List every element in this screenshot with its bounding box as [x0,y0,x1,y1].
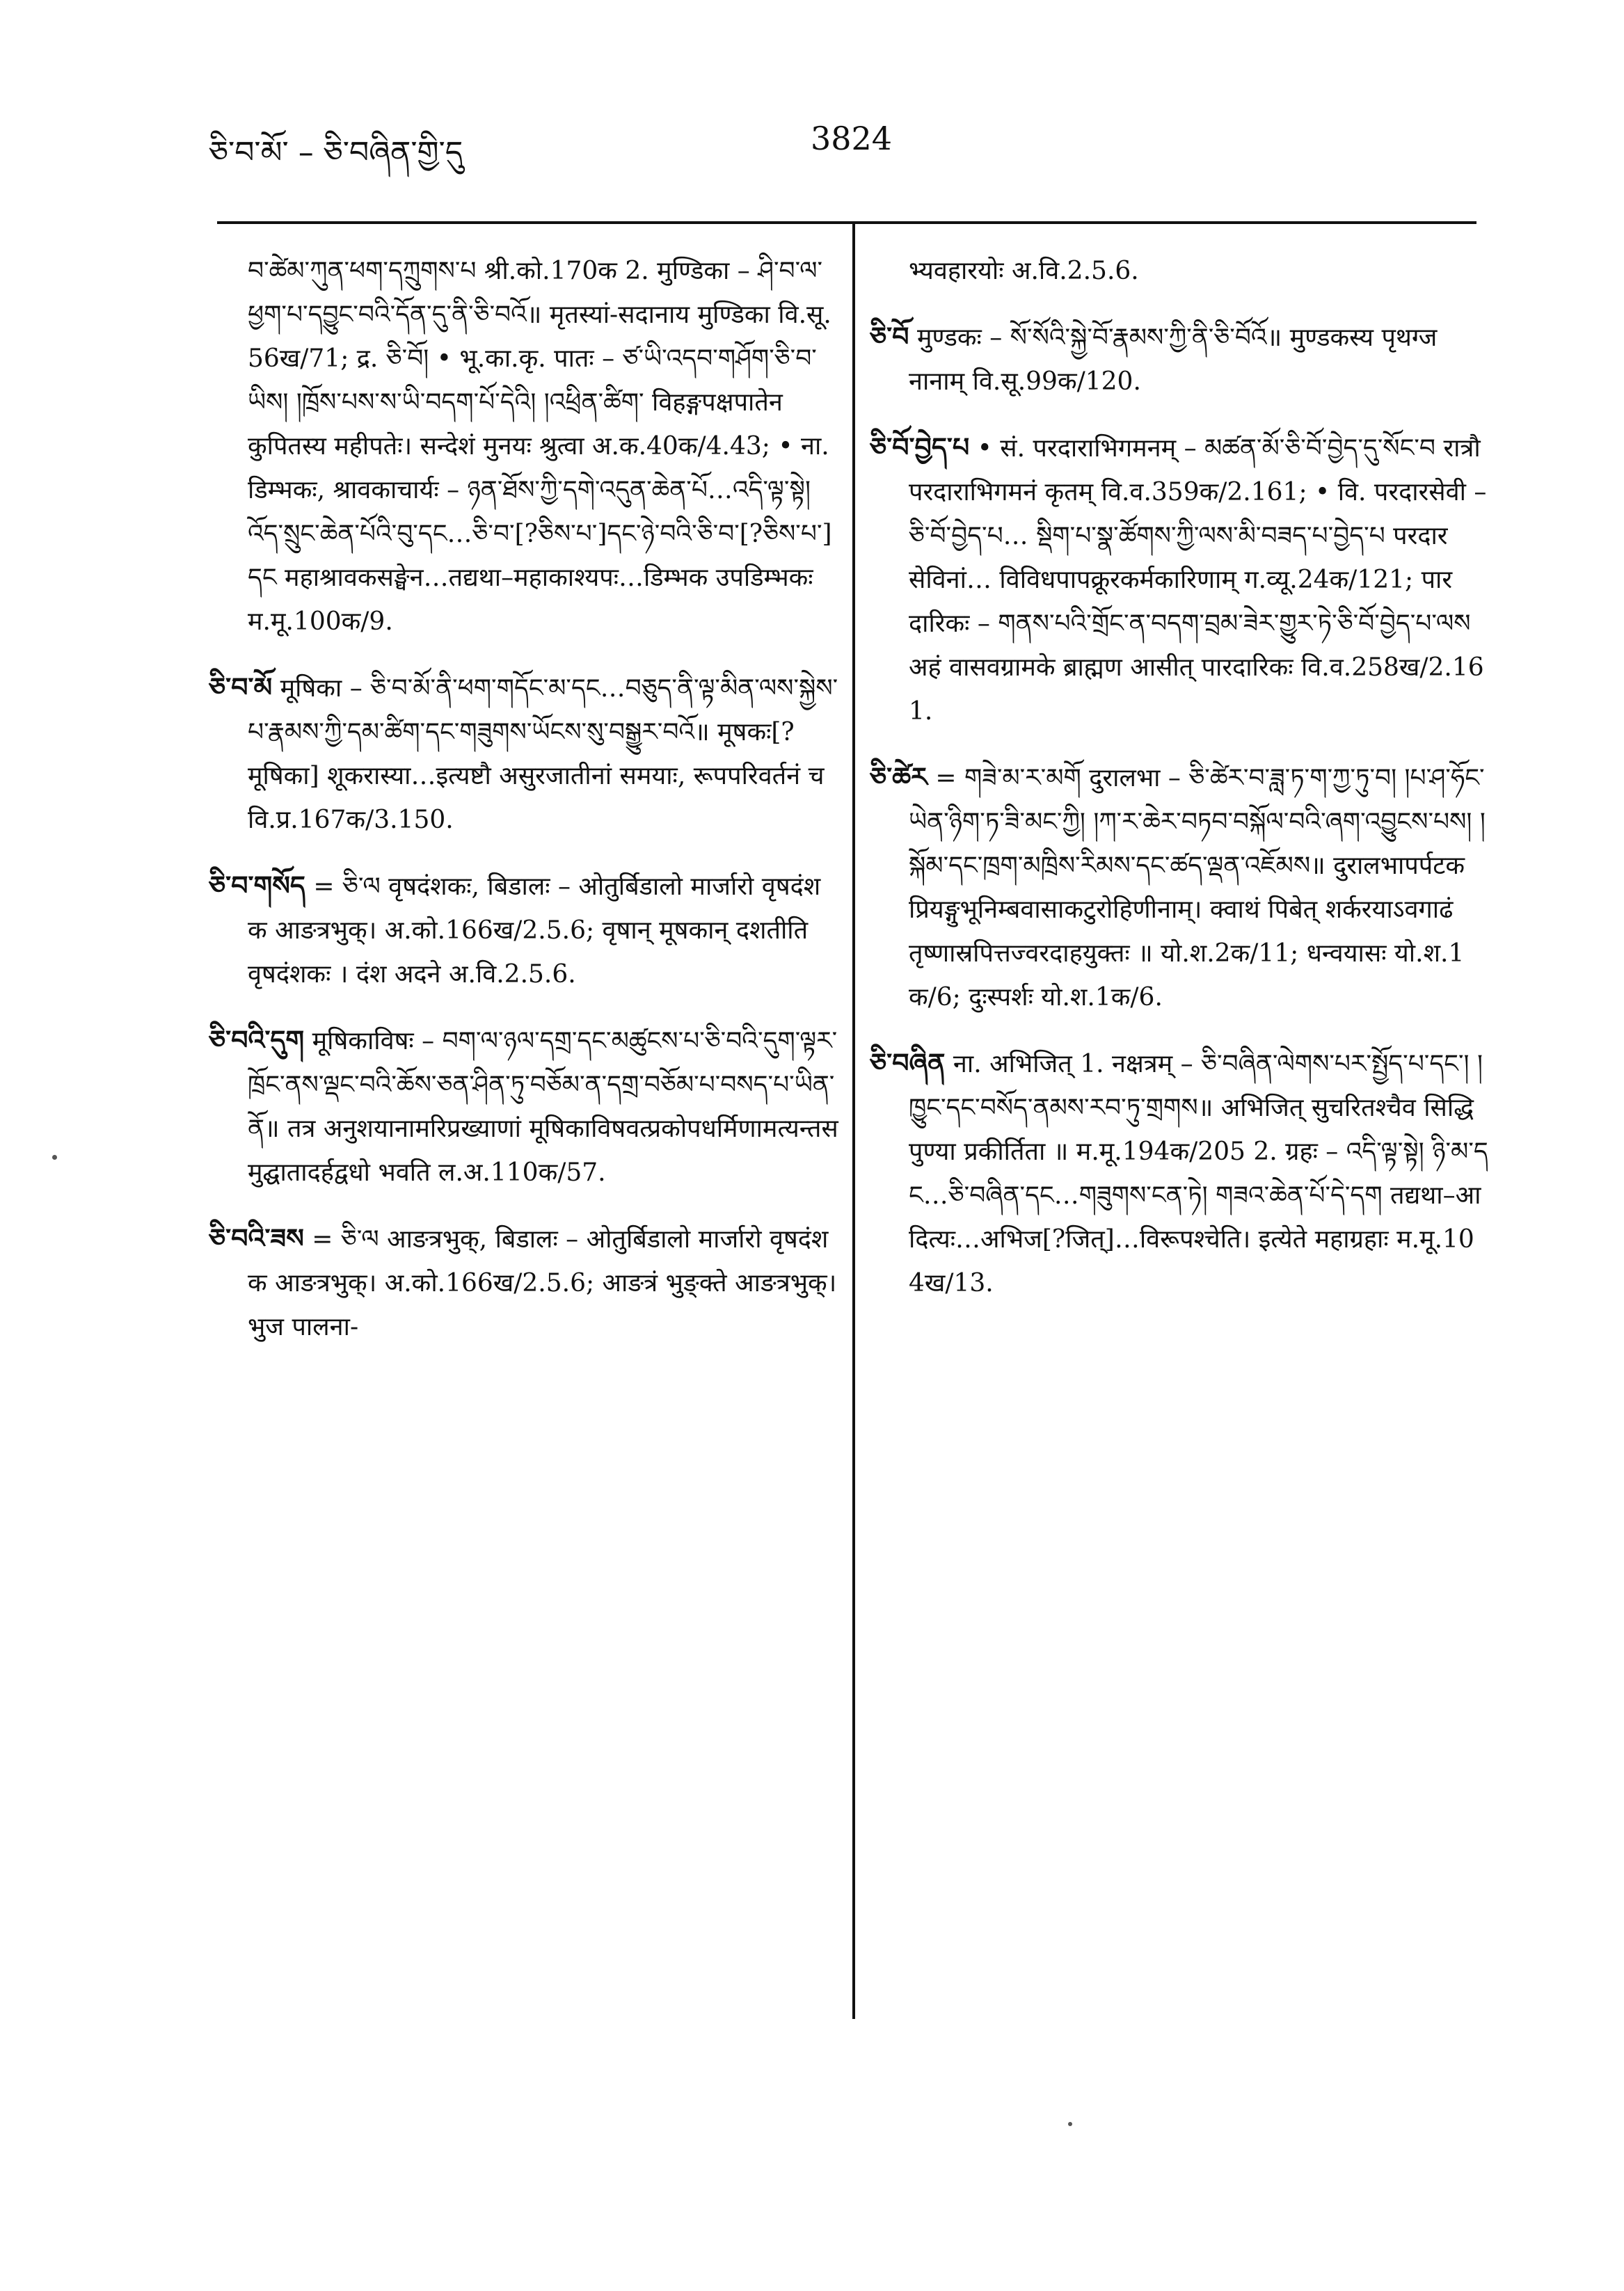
dictionary-entry [209,666,838,842]
dictionary-entry [870,426,1489,733]
entry-headword: ཅི་བ་གསོད [209,870,305,901]
entry-text: = ཅི་ལ आङत्रभुक्, बिडालः – ओतुर्बिडालो मार्जारो वृषदंशक आङत्रभुक्। अ.को.166ख/2.5.6; आङत्रं भुङ्क्ते आङत्रभुक्। भुज पालना- [248,1225,837,1341]
entry-headword: ཅི་བོ་བྱེད་པ [870,432,970,463]
entry-headword: ཅི་བའི་དུག [209,1025,305,1055]
entry-headword: ཅི་བ་མོ [209,672,273,703]
right-column [870,249,1489,1327]
entry-text: मूषिका – ཅི་བ་མོ་ནི་ཕག་གདོང་མ་དང…བཅུད་ནི་ལྟ་མིན་ལས་སྐྱེས་པ་རྣམས་ཀྱི་དམ་ཚིག་དང་གཟུགས་ཡོངས་སུ་བསྒྱུར་བའོ॥ मूषकः[?मूषिका] शूकरास्या…इत्यष्टौ असुरजातीनां समयाः, रूपपरिवर्तनं च वि.प्र.167क/3.150. [248,674,838,834]
entry-headword: ཅི་བའི་ཟས [209,1223,304,1254]
dictionary-entry [209,1217,838,1349]
entry-text: भ्यवहारयोः अ.वि.2.5.6. [909,257,1139,285]
page-header [0,0,1624,209]
dictionary-entry [870,315,1489,404]
entry-headword: ཅི་བཞིན [870,1048,946,1078]
dictionary-entry [209,1019,838,1195]
dictionary-entry [209,864,838,996]
scan-speck [52,1155,57,1160]
entry-text: = གཟེ་མ་ར་མགོ दुरालभा – ཅི་ཚེར་བ་ཟླ་ཏ་ག་ཀྱ་ཏུ་བ། །པ་ཤ་ཧོང་ཡེན་ཉིག་ཏ་ཟི་མང་ཀྱི། །ཀ་ར་ཆེར་བཏབ་བསྐོལ་བའི་ཞག་འབྱུངས་པས། །སྐོམ་དང་ཁྲག་མཁྲིས་རིམས་དང་ཚད་ལྡན་འཇོམས॥ दुरालभापर्पटकप्रियङ्गुभूनिम्बवासाकटुरोहिणीनाम्। क्वाथं पिबेत् शर्करयाऽवगाढं तृष्णास्रपित्तज्वरदाहयुक्तः ॥ यो.श.2क/11; धन्वयासः यो.श.1क/6; दुःस्पर्शः यो.श.1क/6. [909,764,1486,1012]
entry-text: मूषिकाविषः – བག་ལ་ཉལ་དགྲ་དང་མཚུངས་པ་ཅི་བའི་དུག་ལྟར་ཁྲོང་ནས་ལྡང་བའི་ཆོས་ཅན་ཤིན་ཏུ་བཅོམ་ན་དགྲ་བཅོམ་པ་བསད་པ་ཡིན་ནོ॥ तत्र अनुशयानामरिप्रख्याणां मूषिकाविषवत्प्रकोपधर्मिणामत्यन्तसमुद्घातादर्हद्वधो भवति ल.अ.110क/57. [248,1027,838,1187]
dictionary-entry [870,249,1489,293]
column-divider [852,224,855,2019]
scan-speck [1068,2122,1072,2126]
entry-text: བ་ཚེམ་ཀུན་ཕག་དཀྲུགས་པ श्री.को.170क 2. मुण्डिका – ཤི་བ་ལ་ཕྱག་པ་དབྱུང་བའི་དོན་དུ་ནི་ཅི་བའོ॥ मृतस्यां-सदानाय मुण्डिका वि.सू.56ख/71; द्र. ཅི་བོ། • भू.का.कृ. पातः – ཙ་ཡི་འདབ་གཤོག་ཅི་བ་ཡིས། །ཁྲོས་པས་ས་ཡི་བདག་པོ་དེའི། །འཕྲིན་ཚིག་ विहङ्गपक्षपातेन कुपितस्य महीपतेः। सन्देशं मुनयः श्रुत्वा अ.क.40क/4.43; • ना. डिम्भकः, श्रावकाचार्यः – ཉན་ཐོས་ཀྱི་དགེ་འདུན་ཆེན་པོ…འདི་ལྟ་སྟེ། འོད་སྲུང་ཆེན་པོའི་བུ་དང…ཅི་བ་[?ཅིས་པ་]དང་ཉེ་བའི་ཅི་བ་[?ཅིས་པ་]དང महाश्रावकसङ्घेन…तद्यथा–महाकाश्यपः…डिम्भक उपडिम्भकः म.मू.100क/9. [248,257,832,636]
dictionary-entry [870,1041,1489,1305]
entry-text: मुण्डकः – སོ་སོའི་སྐྱེ་བོ་རྣམས་ཀྱི་ནི་ཅི་བོའོ॥ मुण्डकस्य पृथग्जनानाम् वि.सू.99क/120. [909,324,1438,396]
entry-text: • सं. परदाराभिगमनम् – མཚན་མོ་ཅི་བོ་བྱེད་དུ་སོང་བ रात्रौ परदाराभिगमनं कृतम् वि.व.359क/2.161; • वि. परदारसेवी – ཅི་བོ་བྱེད་པ… སྡིག་པ་སྣ་ཚོགས་ཀྱི་ལས་མི་བཟད་པ་བྱེད་པ परदारसेविनां… विविधपापक्रूरकर्मकारिणाम् ग.व्यू.24क/121; पारदारिकः – གནས་པའི་གྲོང་ན་བདག་བྲམ་ཟེར་གྱུར་ཏེ་ཅི་བོ་བྱེད་པ་ལས अहं वासवग्रामके ब्राह्मण आसीत् पारदारिकः वि.व.258ख/2.161. [909,434,1487,726]
header-rule [217,221,1476,224]
entry-text: = ཅི་ལ वृषदंशकः, बिडालः – ओतुर्बिडालो मार्जारो वृषदंशक आङत्रभुक्। अ.को.166ख/2.5.6; वृषान् मूषकान् दशतीति वृषदंशकः । दंश अदने अ.वि.2.5.6. [248,872,821,989]
dictionary-entry [870,756,1489,1019]
running-head: ཅི་བ་མོ་ – ཅི་བཞིན་གྱི་དུ [209,135,463,170]
entry-text: ना. अभिजित् 1. नक्षत्रम् – ཅི་བཞིན་ལེགས་པར་སྤྱོད་པ་དང་། །ཁྱུང་དང་བསོད་ནམས་རབ་ཏུ་གྲགས॥ अभिजित् सुचरितश्चैव सिद्धि पुण्या प्रकीर्तिता ॥ म.मू.194क/205 2. ग्रहः – འདི་ལྟ་སྟེ། ཉི་མ་དང…ཅི་བཞིན་དང…གཟུགས་ངན་ཏེ། གཟའ་ཆེན་པོ་དེ་དག तद्यथा–आदित्यः…अभिज[?जित्]…विरूपश्चेति। इत्येते महाग्रहाः म.मू.104ख/13. [909,1050,1488,1298]
page-number: 3824 [811,120,893,157]
entry-headword: ཅི་བོ [870,321,909,352]
dictionary-entry [209,249,838,644]
left-column [209,249,838,1371]
entry-headword: ཅི་ཚེར [870,762,928,792]
